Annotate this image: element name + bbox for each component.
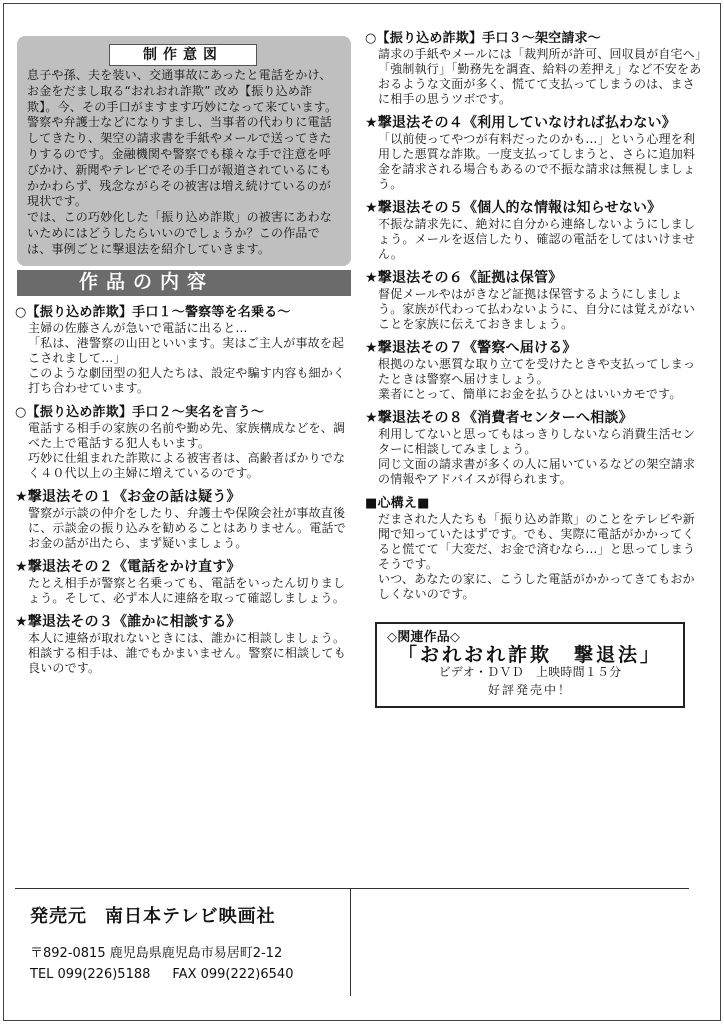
section-heading: ★撃退法その６《証拠は保管》 <box>365 270 563 286</box>
section-text: 電話する相手の家族の名前や勤め先、家族構成などを、調べた上で電話する犯人もいます。 <box>28 420 346 450</box>
section-body <box>365 512 705 602</box>
section-text: 巧妙に仕組まれた詐欺による被害者は、高齢者ばかりでなく４０代以上の主婦に増えているのです。 <box>28 450 346 480</box>
intent-box <box>17 36 351 266</box>
section-body <box>365 217 705 262</box>
section <box>365 115 705 192</box>
section <box>365 495 705 602</box>
section-body <box>15 631 355 676</box>
section-text: 主婦の佐藤さんが急いで電話に出ると… <box>28 320 248 335</box>
section-heading: ○【振り込め詐欺】手口２～実名を言う～ <box>15 404 265 420</box>
left-column <box>15 36 355 676</box>
section-text: 警察が示談の仲介をしたり、弁護士や保険会社が事故直後に、示談金の振り込みを勧めることはありません。電話でお金の話が出たら、まず疑いましょう。 <box>28 505 346 550</box>
section-text: 根拠のない悪質な取り立てを受けたときや支払ってしまったときは警察へ届けましょう。 <box>378 357 696 386</box>
address: 〒892-0815 鹿児島県鹿児島市易居町2-12 <box>30 946 283 961</box>
right-column <box>365 30 705 708</box>
section-heading: ★撃退法その７《警察へ届ける》 <box>365 340 577 356</box>
section-body <box>15 506 355 551</box>
left-sections <box>15 304 355 676</box>
section <box>365 410 705 487</box>
section-text: 「私は、港警察の山田といいます。実はご主人が事故を起こされまして…」 <box>28 335 345 365</box>
section-heading: ★撃退法その８《消費者センターへ相談》 <box>365 410 633 426</box>
section-heading: ★撃退法その１《お金の話は疑う》 <box>15 488 241 505</box>
section-text: たとえ相手が警察と名乗っても、電話をいったん切りましょう。そして、必ず本人に連絡を取って確認しましょう。 <box>28 575 346 605</box>
section-body <box>365 357 705 402</box>
section-body <box>15 421 355 481</box>
section <box>15 489 355 551</box>
contact <box>30 967 350 982</box>
section-heading: ★撃退法その３《誰かに相談する》 <box>15 613 241 630</box>
section-body <box>15 576 355 606</box>
section-text: だまされた人たちも「振り込め詐欺」のことをテレビや新聞で知っていたはずです。でも、実際に電話がかかってくると慌てて「大変だ、お金で済むなら…」と思ってしまうそうです。 <box>378 512 696 571</box>
section-text: 業者にとって、簡単にお金を払うひとはいいカモです。 <box>378 387 682 401</box>
intent-paragraph: 息子や孫、夫を装い、交通事故にあったと電話をかけ、お金をだまし取る“おれおれ詐欺” 改め【振り込め詐欺】。今、その手口がますます巧妙になって来ています。 <box>27 68 338 114</box>
section <box>365 340 705 402</box>
section-text: 同じ文面の請求書が多くの人に届いているなどの架空請求の情報やアドバイスが得られます。 <box>378 457 696 486</box>
related-title: 「おれおれ詐欺 撃退法」 <box>397 644 662 666</box>
section-body <box>365 287 705 332</box>
publisher <box>30 902 350 928</box>
section-text: 「以前使ってやつが有料だったのかも…」という心理を利用した悪質な詐欺。一度支払ってしまうと、さらに追加料金を請求される場合もあるので不振な請求は無視しましょう。 <box>378 132 696 191</box>
section-heading: ★撃退法その５《個人的な情報は知らせない》 <box>365 200 662 216</box>
section-body <box>365 47 705 107</box>
section-text: 本人に連絡が取れないときには、誰かに相談しましょう。相談する相手は、誰でもかまいません。警察に相談しても良いのです。 <box>28 630 346 675</box>
section-text: 督促メールやはがきなど証拠は保管するようにしましょう。家族が代わって払わないように、自分には覚えがないことを家族に伝えておきましょう。 <box>378 287 696 331</box>
section-body <box>15 321 355 396</box>
footer <box>30 902 350 982</box>
footer-divider <box>15 888 689 889</box>
intent-body <box>27 68 341 258</box>
intent-paragraph: では、この巧妙化した「振り込め詐欺」の被害にあわないためにはどうしたらいいのでしょうか？この作品では、事例ごとに撃退法を紹介していきます。 <box>27 210 333 256</box>
related-label: ◇関連作品◇ <box>387 630 461 645</box>
section <box>15 304 355 396</box>
related-spec: ビデオ・ＤＶＤ 上映時間１５分 <box>438 665 622 679</box>
section <box>15 614 355 676</box>
section-heading: ★撃退法その２《電話をかけ直す》 <box>15 558 241 575</box>
content-header: 作品の内容 <box>17 270 351 296</box>
related-work-box <box>375 622 685 708</box>
section-body <box>365 132 705 192</box>
section-text: いつ、あなたの家に、こうした電話がかかってきてもおかしくないのです。 <box>378 572 695 601</box>
section-heading: ★撃退法その４《利用していなければ払わない》 <box>365 115 676 131</box>
tel-number: TEL 099(226)5188 <box>30 967 151 982</box>
section-heading: ○【振り込め詐欺】手口３～架空請求～ <box>365 31 601 46</box>
section-text: 不振な請求先に、絶対に自分から連絡しないようにしましょう。メールを返信したり、確認の電話をしてはいけません。 <box>378 217 696 261</box>
section-heading: ■心構え■ <box>365 496 430 511</box>
related-sale: 好評発売中！ <box>487 683 572 697</box>
footer-vertical-divider <box>350 888 351 996</box>
publisher-name: 南日本テレビ映画社 <box>105 906 276 927</box>
section-heading: ○【振り込め詐欺】手口１～警察等を名乗る～ <box>15 304 291 320</box>
section-body <box>365 427 705 487</box>
section <box>365 270 705 332</box>
intent-title: 制作意図 <box>109 44 257 66</box>
section-text: 利用してないと思ってもはっきりしないなら消費生活センターに相談してみましょう。 <box>378 427 696 456</box>
section <box>365 30 705 107</box>
section <box>365 200 705 262</box>
intent-paragraph: 警察や弁護士などになりすまし、当事者の代わりに電話してきたり、架空の請求書を手紙やメールで送ってきたりするのです。金融機関や警察でも様々な手で注意を呼びかけ、新聞やテレビでその手口が報道されているにもかかわらず、残念ながらその被害は増え続けているのが現状です。 <box>27 115 333 209</box>
section <box>15 404 355 481</box>
publisher-label: 発売元 <box>30 906 87 927</box>
section-text: このような劇団型の犯人たちは、設定や騙す内容も細かく打ち合わせています。 <box>28 365 346 395</box>
section <box>15 559 355 606</box>
fax-number: FAX 099(222)6540 <box>172 967 294 982</box>
right-sections <box>365 30 705 602</box>
section-text: 請求の手紙やメールには「裁判所が許可、回収員が自宅へ」「強制執行」「勤務先を調査、給料の差押え」など不安をあおるような文面が多く、慌てて支払ってしまうのは、まさに相手の思うツボです。 <box>378 47 702 106</box>
